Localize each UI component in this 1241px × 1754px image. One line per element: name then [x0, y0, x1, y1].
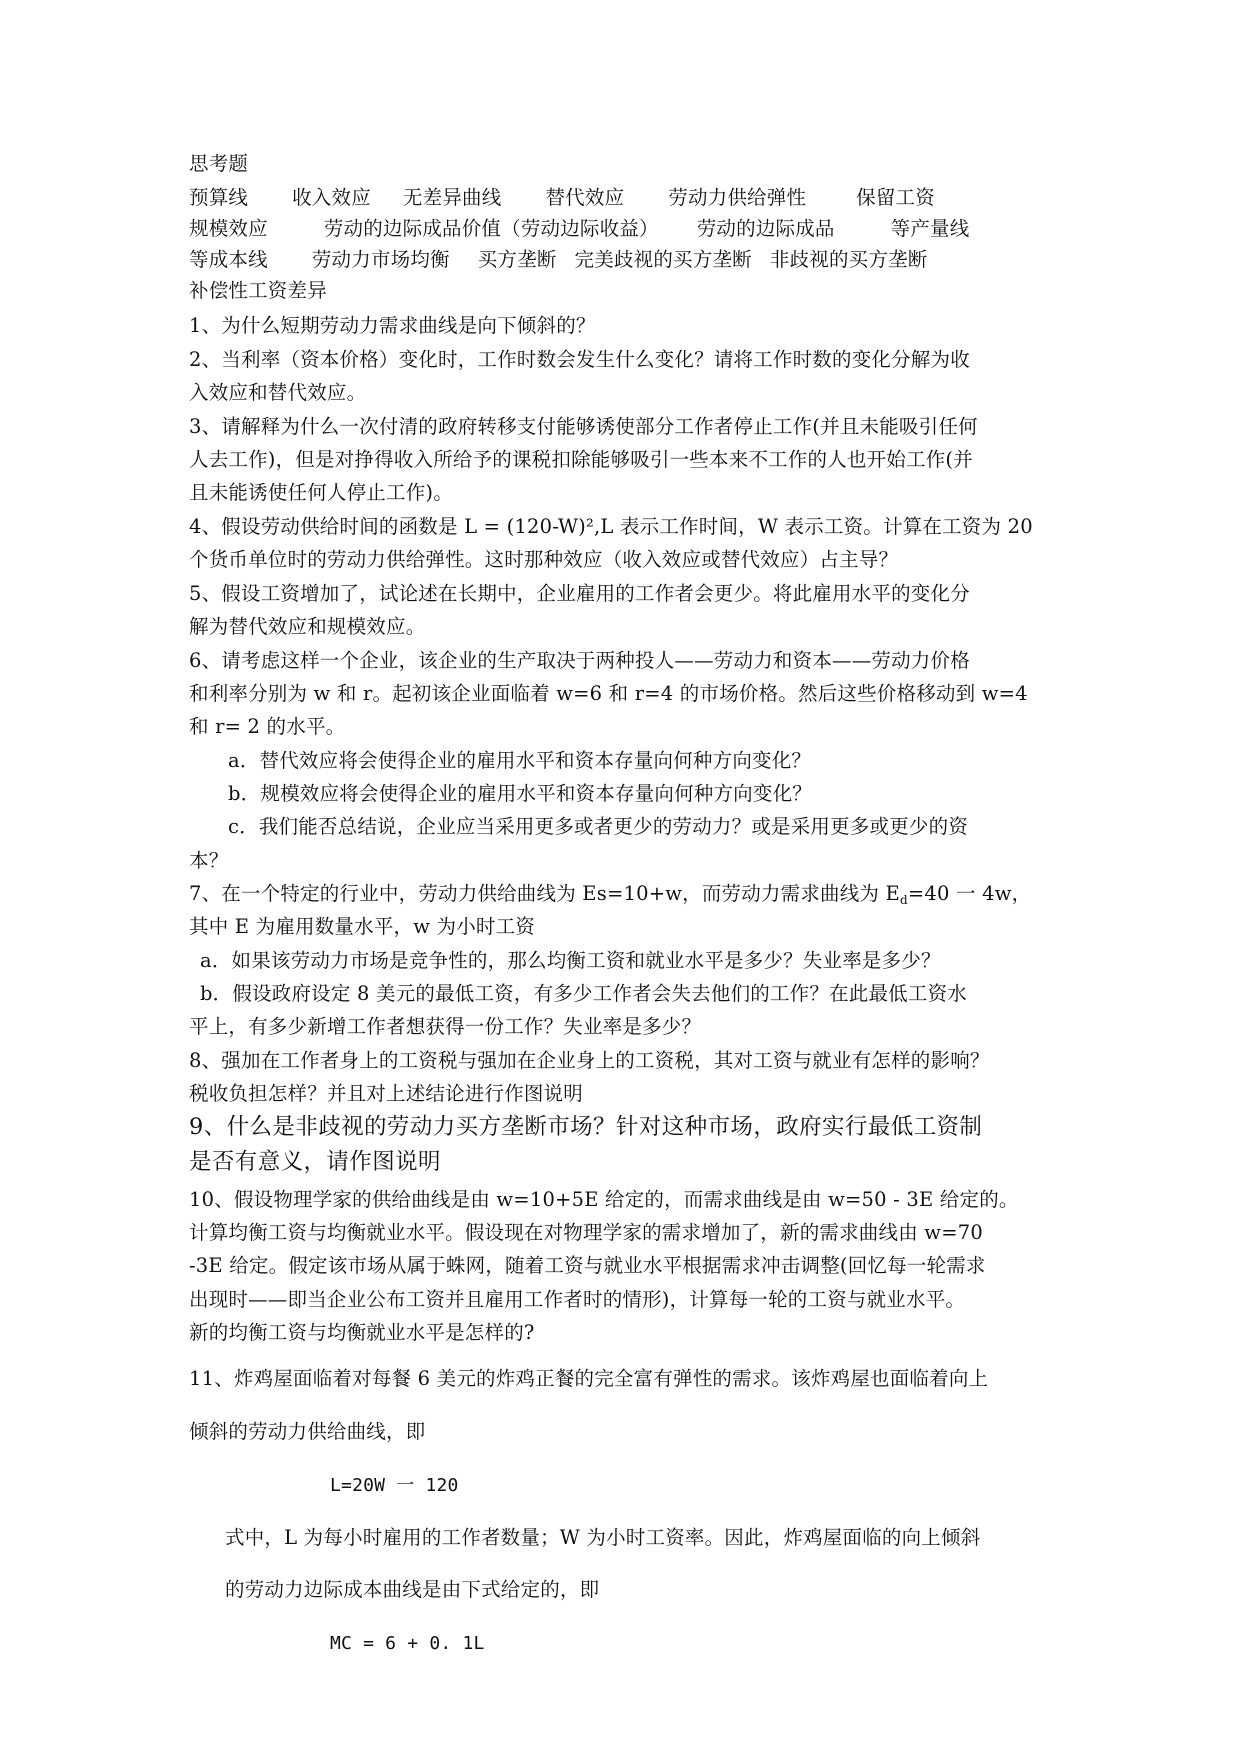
equation-marginal-cost: MC = 6 + 0. 1L — [330, 1633, 485, 1654]
term: 无差异曲线 — [402, 186, 502, 209]
question-10-line-5: 新的均衡工资与均衡就业水平是怎样的? — [189, 1321, 535, 1344]
q7-text-post: =40 一 4w， — [907, 882, 1032, 905]
question-5-line-1: 5、假设工资增加了，试论述在长期中，企业雇用的工作者会更少。将此雇用水平的变化分 — [189, 582, 970, 605]
terms-row-1 — [189, 186, 935, 210]
question-11-line-3: 式中，L 为每小时雇用的工作者数量；W 为小时工资率。因此，炸鸡屋面临的向上倾斜 — [225, 1526, 981, 1549]
question-8-line-1: 8、强加在工作者身上的工资税与强加在企业身上的工资税，其对工资与就业有怎样的影响？ — [189, 1049, 990, 1072]
question-3-line-3: 且未能诱使任何人停止工作)。 — [189, 481, 453, 504]
question-6-line-3: 和 r= 2 的水平。 — [189, 715, 346, 738]
question-2-line-2: 入效应和替代效应。 — [189, 381, 367, 404]
question-6c-cont: 本？ — [189, 849, 229, 872]
question-10-line-3: -3E 给定。假定该市场从属于蛛网，随着工资与就业水平根据需求冲击调整(回忆每一轮需求 — [189, 1254, 986, 1277]
question-11-line-4: 的劳动力边际成本曲线是由下式给定的，即 — [225, 1578, 600, 1601]
question-7a: a．如果该劳动力市场是竞争性的，那么均衡工资和就业水平是多少？失业率是多少？ — [200, 949, 941, 972]
question-9-line-2: 是否有意义，请作图说明 — [189, 1149, 441, 1175]
question-10-line-1: 10、假设物理学家的供给曲线是由 w=10+5E 给定的，而需求曲线是由 w=50 - 3E 给定的。 — [189, 1188, 1019, 1211]
term: 完美歧视的买方垄断 — [574, 248, 752, 271]
question-11-line-1: 11、炸鸡屋面临着对每餐 6 美元的炸鸡正餐的完全富有弹性的需求。该炸鸡屋也面临着向上 — [189, 1367, 989, 1390]
question-9-line-1: 9、什么是非歧视的劳动力买方垄断市场？针对这种市场，政府实行最低工资制 — [189, 1114, 983, 1140]
term: 非歧视的买方垄断 — [769, 248, 928, 271]
term: 等产量线 — [890, 217, 970, 240]
question-6a: a．替代效应将会使得企业的雇用水平和资本存量向何种方向变化？ — [228, 749, 812, 772]
term: 劳动力供给弹性 — [668, 186, 807, 209]
question-5-line-2: 解为替代效应和规模效应。 — [189, 615, 426, 638]
equation-labor-supply: L=20W 一 120 — [330, 1475, 459, 1496]
question-1: 1、为什么短期劳动力需求曲线是向下倾斜的？ — [189, 314, 596, 337]
question-3-line-2: 人去工作)，但是对挣得收入所给予的课税扣除能够吸引一些本来不工作的人也开始工作(并 — [189, 448, 973, 471]
terms-row-3 — [189, 248, 927, 272]
terms-row-4 — [189, 279, 327, 303]
question-4-line-1: 4、假设劳动供给时间的函数是 L = (120-W)²,L 表示工作时间，W 表示工资。计算在工资为 20 — [189, 515, 1033, 538]
question-6-line-2: 和利率分别为 w 和 r。起初该企业面临着 w=6 和 r=4 的市场价格。然后这些价格移动到 w=4 — [189, 682, 1028, 705]
term: 收入效应 — [292, 186, 371, 209]
terms-row-2 — [189, 217, 969, 241]
term: 替代效应 — [545, 186, 625, 209]
q7-subscript: d — [899, 893, 908, 907]
term: 保留工资 — [856, 186, 935, 209]
question-11-line-2: 倾斜的劳动力供给曲线，即 — [189, 1420, 426, 1443]
question-10-line-2: 计算均衡工资与均衡就业水平。假设现在对物理学家的需求增加了，新的需求曲线由 w=70 — [189, 1221, 983, 1244]
term: 劳动的边际成品价值（劳动边际收益） — [323, 217, 659, 240]
question-7b-cont: 平上，有多少新增工作者想获得一份工作？失业率是多少？ — [189, 1015, 702, 1038]
term: 等成本线 — [189, 248, 268, 271]
question-6-line-1: 6、请考虑这样一个企业，该企业的生产取决于两种投人——劳动力和资本——劳动力价格 — [189, 649, 970, 672]
q7-text-pre: 7、在一个特定的行业中，劳动力供给曲线为 Es=10+w，而劳动力需求曲线为 E — [189, 882, 900, 905]
term: 预算线 — [189, 186, 249, 209]
question-7b: b．假设政府设定 8 美元的最低工资，有多少工作者会失去他们的工作？在此最低工资水 — [200, 982, 967, 1005]
question-6b: b．规模效应将会使得企业的雇用水平和资本存量向何种方向变化？ — [228, 782, 812, 805]
question-6c: c．我们能否总结说，企业应当采用更多或者更少的劳动力？或是采用更多或更少的资 — [228, 815, 969, 838]
question-7-line-2: 其中 E 为雇用数量水平，w 为小时工资 — [189, 915, 536, 938]
question-7-line-1 — [189, 882, 1031, 912]
question-2-line-1: 2、当利率（资本价格）变化时，工作时数会发生什么变化？请将工作时数的变化分解为收 — [189, 348, 970, 371]
page-title: 思考题 — [189, 152, 249, 175]
term: 劳动的边际成品 — [696, 217, 835, 240]
term: 补偿性工资差异 — [189, 279, 327, 302]
term: 劳动力市场均衡 — [311, 248, 450, 271]
question-8-line-2: 税收负担怎样？并且对上述结论进行作图说明 — [189, 1082, 584, 1105]
term: 买方垄断 — [477, 248, 557, 271]
question-4-line-2: 个货币单位时的劳动力供给弹性。这时那种效应（收入效应或替代效应）占主导？ — [189, 548, 899, 571]
question-3-line-1: 3、请解释为什么一次付清的政府转移支付能够诱使部分工作者停止工作(并且未能吸引任何 — [189, 415, 978, 438]
term: 规模效应 — [189, 217, 268, 240]
question-10-line-4: 出现时——即当企业公布工资并且雇用工作者时的情形)，计算每一轮的工资与就业水平。 — [189, 1288, 966, 1311]
